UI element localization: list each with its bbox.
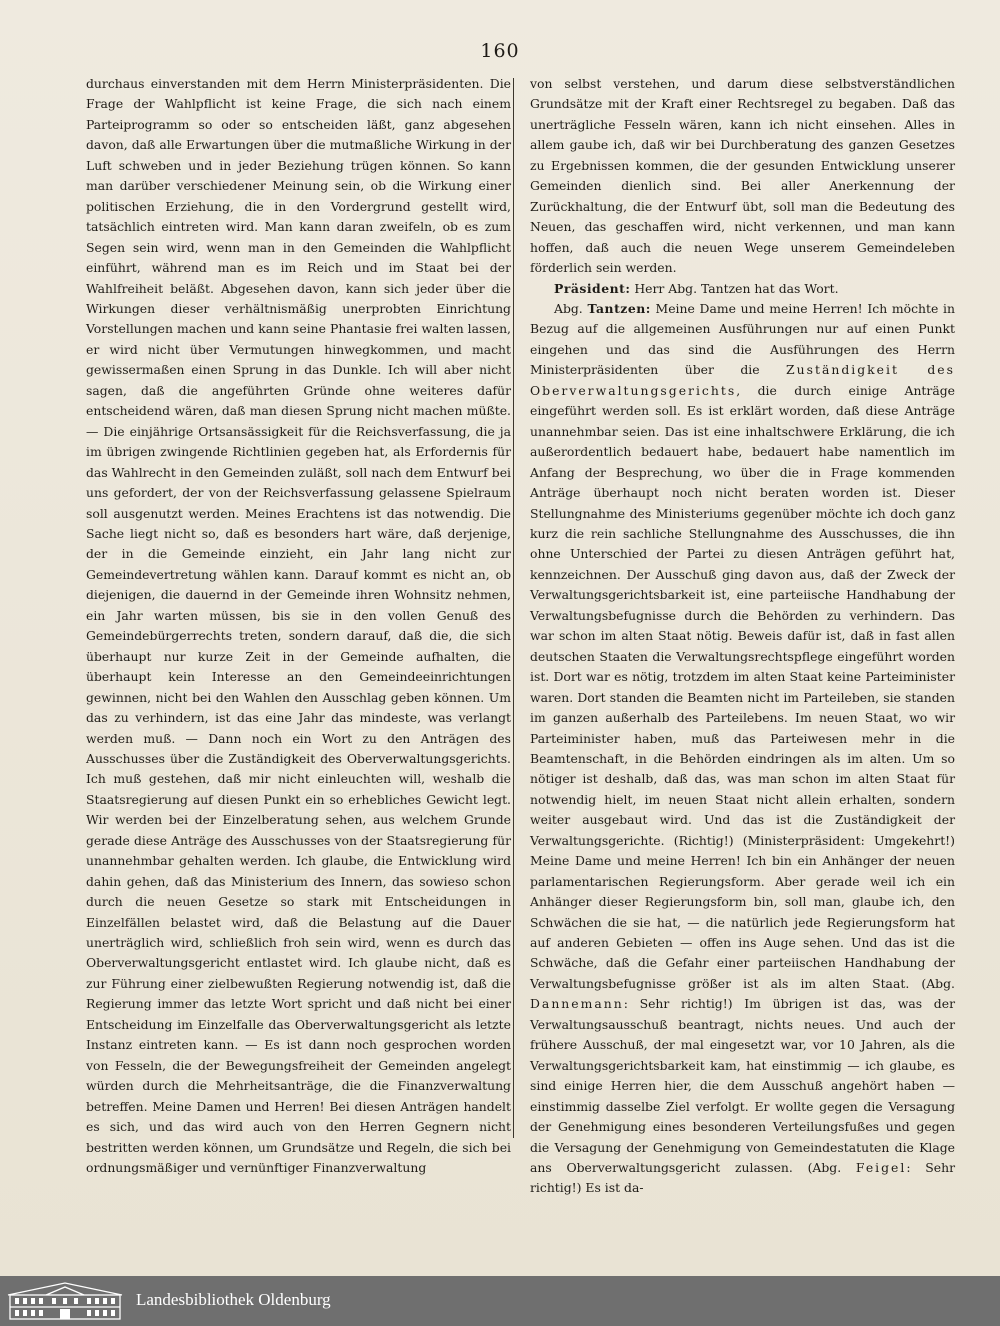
speech-tantzen <box>530 299 955 1199</box>
footer-bar <box>0 1276 1000 1326</box>
speaker-ref-dannemann: Dannemann <box>530 996 624 1012</box>
speech-part-a: Meine Dame und meine Herren! Ich möchte in Bezug auf die allgemeinen Ausführungen nur auf einen Punkt eingehen und das sind die Ausführungen des Herrn Ministerpräsidenten über die <box>530 300 955 378</box>
president-statement <box>530 279 955 299</box>
right-text-column <box>530 74 956 1196</box>
speaker-name: Tantzen: <box>587 300 651 316</box>
speaker-prefix: Abg. <box>554 300 583 316</box>
library-building-icon <box>6 1281 124 1321</box>
page-number: 160 <box>480 40 520 62</box>
speech-part-d: : Sehr richtig!) Es ist da- <box>530 1160 955 1196</box>
president-text: Herr Abg. Tantzen hat das Wort. <box>634 280 839 296</box>
column-divider <box>513 78 514 1138</box>
right-paragraph-continuation: von selbst verstehen, und darum diese selbstverständlichen Grundsätze mit der Kraft einer Rechtsregel zu begaben. Daß das unerträgliche Fesseln wären, kann ich nicht einsehen. Alles in allem gaube ich, daß wir bei Durchberatung des ganzen Gesetzes zu Ergebnissen kommen, die der gesunden Entwicklung unserer Gemeinden dienlich sind. Bei aller Anerkennung der Zurückhaltung, die der Entwurf übt, soll man die Bedeutung des Neuen, das geschaffen wird, nicht verkennen, und man kann hoffen, daß auch die neuen Wege unserem Gemeindeleben förderlich sein werden. <box>530 76 955 276</box>
library-name: Landesbibliothek Oldenburg <box>136 1290 331 1309</box>
speech-part-b: , die durch einige Anträge eingeführt werden soll. Es ist erklärt worden, daß diese Anträge unannehmbar seien. Das ist eine inhaltschwere Erklärung, die ich außerordentlich bedauert habe, bedauert habe namentlich im Anfang der Besprechung, wo über die in Frage kommenden Anträge überhaupt noch nicht beraten worden ist. Dieser Stellungnahme des Ministeriums gegenüber möchte ich doch ganz kurz die rein sachliche Stellungnahme des Ausschusses, die ihn ohne Unterschied der Partei zu diesen Anträgen geführt hat, kennzeichnen. Der Ausschuß ging davon aus, daß der Zweck der Verwaltungsgerichtsbarkeit ist, eine parteiische Handhabung der Verwaltungsbefugnisse durch die Behörden zu verhindern. Das war schon im alten Staat nötig. Beweis dafür ist, daß in fast allen deutschen Staaten die Verwaltungsrechtspflege eingeführt worden ist. Dort war es nötig, trotzdem im alten Staat keine Parteiminister waren. Dort standen die Beamten nicht im Parteileben, sie standen im ganzen außerhalb des Parteilebens. Im neuen Staat, wo wir Parteiminister haben, muß das Parteiwesen mehr in die Beamtenschaft, in die Behörden eindringen als im alten. Um so nötiger ist deshalb, daß das, was man schon im alten Staat für notwendig hielt, im neuen Staat nicht allein erhalten, sondern weiter ausgebaut wird. Und das ist die Zuständigkeit der Verwaltungsgerichte. (Richtig!) (Ministerpräsident: Umgekehrt!) Meine Dame und meine Herren! Ich bin ein Anhänger der neuen parlamentarischen Regierungsform. Aber gerade weil ich ein Anhänger dieser Regierungsform bin, soll man, glaube ich, den Schwächen die sie hat, — die natürlich jede Regierungsform hat auf anderen Gebieten — offen ins Auge sehen. Und das ist die Schwäche, daß die Gefahr einer parteiischen Handhabung der Verwaltungsbefugnisse größer ist als im alten Staat. (Abg. <box>530 382 955 991</box>
president-label: Präsident: <box>554 280 631 296</box>
speech-part-c: : Sehr richtig!) Im übrigen ist das, was der Verwaltungsausschuß beantragt, nichts neues. Und auch der frühere Ausschuß, der mal eingesetzt war, vor 10 Jahren, als die Verwaltungsgerichtsbarkeit kam, hat einstimmig — ich glaube, es sind einige Herren hier, die dem Ausschuß angehört haben — einstimmig dasselbe Ziel verfolgt. Er wollte gegen die Versagung der Genehmigung eines besonderen Verteilungsfußes und gegen die Versagung der Genehmigung von Gemeindestatuten die Klage ans Oberverwaltungsgericht zulassen. (Abg. <box>530 996 955 1176</box>
left-paragraph: durchaus einverstanden mit dem Herrn Ministerpräsidenten. Die Frage der Wahlpflicht ist keine Frage, die sich nach einem Parteiprogramm so oder so entscheiden läßt, ganz abgesehen davon, daß alle Erwartungen über die mutmaßliche Wirkung in der Luft schweben und in jeder Beziehung trügen können. So kann man darüber verschiedener Meinung sein, ob die Wirkung einer politischen Erziehung, die in den Vordergrund gestellt wird, tatsächlich eintreten wird. Man kann daran zweifeln, ob es zum Segen sein wird, wenn man in den Gemeinden die Wahlpflicht einführt, während man es im Reich und im Staat bei der Wahlfreiheit beläßt. Abgesehen davon, kann sich jeder über die Wirkungen dieser verhältnismäßig unerprobten Einrichtung Vorstellungen machen und kann seine Phantasie frei walten lassen, er wird nicht über Vermutungen hinwegkommen, und macht gewissermaßen einen Sprung in das Dunkle. Ich will aber nicht sagen, daß die angeführten Gründe ohne weiteres dafür entscheidend wären, daß man diesen Sprung nicht machen müßte. — Die einjährige Ortsansässigkeit für die Reichsverfassung, die ja im übrigen zwingende Richtlinien gegeben hat, als Erfordernis für das Wahlrecht in den Gemeinden zuläßt, soll nach dem Entwurf bei uns gefordert, der von der Reichsverfassung gelassene Spielraum soll ausgenutzt werden. Meines Erachtens ist das notwendig. Die Sache liegt nicht so, daß es besonders hart wäre, daß derjenige, der in die Gemeinde einzieht, ein Jahr lang nicht zur Gemeindevertretung wählen kann. Darauf kommt es nicht an, ob diejenigen, die dauernd in der Gemeinde ihren Wohnsitz nehmen, ein Jahr warten müssen, bis sie in den vollen Genuß des Gemeindebürgerrechts treten, sondern darauf, daß die, die sich überhaupt nur kurze Zeit in der Gemeinde aufhalten, die überhaupt kein Interesse an den Gemeindeeinrichtungen gewinnen, nicht bei den Wahlen den Ausschlag geben können. Um das zu verhindern, ist das eine Jahr das mindeste, was verlangt werden muß. — Dann noch ein Wort zu den Anträgen des Ausschusses über die Zuständigkeit des Oberverwaltungsgerichts. Ich muß gestehen, daß mir nicht einleuchten will, weshalb die Staatsregierung auf diesen Punkt ein so erhebliches Gewicht legt. Wir werden bei der Einzelberatung sehen, aus welchem Grunde gerade diese Anträge des Ausschusses von der Staatsregierung für unannehmbar gehalten werden. Ich glaube, die Entwicklung wird dahin gehen, daß das Ministerium des Innern, das sowieso schon durch die neuen Gesetze so stark mit Entscheidungen in Einzelfällen belastet wird, daß die Belastung auf die Dauer unerträglich wird, schließlich froh sein wird, wenn es durch das Oberverwaltungsgericht entlastet wird. Ich glaube nicht, daß es zur Führung einer zielbewußten Regierung notwendig ist, daß die Regierung immer das letzte Wort spricht und daß nicht bei einer Entscheidung im Einzelfalle das Oberverwaltungsgericht als letzte Instanz eintreten kann. — Es ist dann noch gesprochen worden von Fesseln, die der Bewegungsfreiheit der Gemeinden angelegt würden durch die Mehrheitsanträge, die die Finanzverwaltung betreffen. Meine Damen und Herren! Bei diesen Anträgen handelt es sich, und das wird auch von den Herren Gegnern nicht bestritten werden können, um Grundsätze und Regeln, die sich bei ordnungsmäßiger und vernünftiger Finanzverwaltung <box>86 76 511 1176</box>
left-text-column <box>86 74 511 1176</box>
speaker-ref-feigel: Feigel <box>855 1160 907 1176</box>
speech-spaced-term: Zuständigkeit des Oberverwaltungsgerichts <box>530 362 956 398</box>
